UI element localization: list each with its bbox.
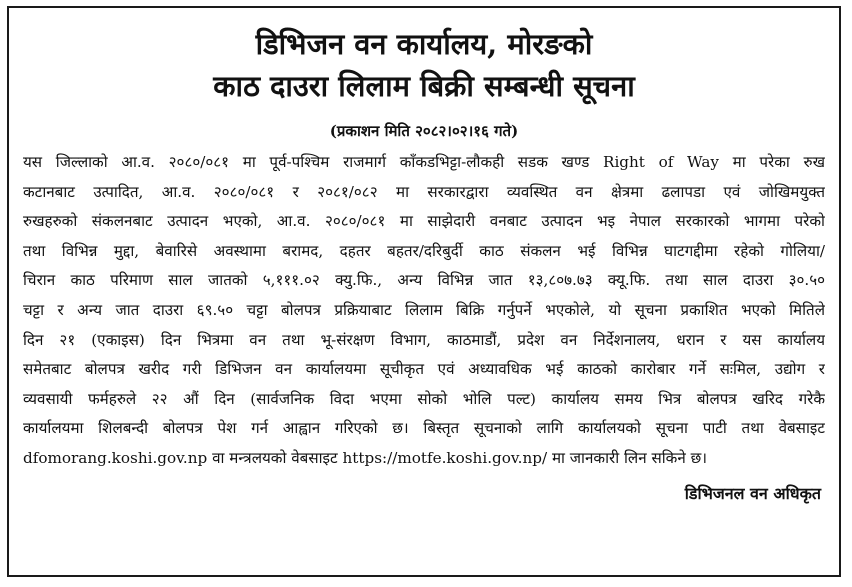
- body-line: चिरान काठ परिमाण साल जातको ५,१११.०२ क्यु.फि., अन्य विभिन्न जात १३,८०७.७३ क्यू.फि. तथा साल दाउरा ३०.५०: [23, 271, 825, 290]
- publication-date: (प्रकाशन मिति २०८२।०२।१६ गते): [329, 122, 519, 140]
- notice-title-line-2: काठ दाउरा लिलाम बिक्री सम्बन्धी सूचना: [213, 69, 635, 103]
- body-line: समेतबाट बोलपत्र खरीद गरी डिभिजन वन कार्यालयमा सूचीकृत एवं अध्यावधिक भई काठको कारोबार गर्ने सःमिल, उद्योग र: [23, 360, 825, 379]
- body-line: व्यवसायी फर्महरुले २२ औं दिन (सार्वजनिक विदा भएमा सोको भोलि पल्ट) कार्यालय समय भित्र बोलपत्र खरिद गरेकै: [23, 389, 825, 408]
- body-line: कार्यालयमा शिलबन्दी बोलपत्र पेश गर्न आह्वान गरिएको छ। बिस्तृत सूचनाको लागि कार्यालयको सूचना पाटी तथा वेबसाइट: [23, 419, 825, 438]
- body-line: कटानबाट उत्पादित, आ.व. २०८०/०८१ र २०८१/०८२ मा सरकारद्वारा व्यवस्थित वन क्षेत्रमा ढलापडा एवं जोखिमयुक्त: [23, 182, 825, 201]
- body-line: dfomorang.koshi.gov.np वा मन्त्रलयको वेबसाइट https://motfe.koshi.gov.np/ मा जानकारी लिन सकिने छ।: [23, 448, 708, 467]
- body-line: तथा विभिन्न मुद्दा, बेवारिसे अवस्थामा बरामद, दहतर बहतर/दरिबुर्दी काठ संकलन भई विभिन्न घाटगद्दीमा रहेको गोलिया/: [23, 241, 825, 260]
- body-line: यस जिल्लाको आ.व. २०८०/०८१ मा पूर्व-पश्चिम राजमार्ग काँकडभिट्टा-लौकही सडक खण्ड Right of Way मा परेका रुख: [23, 153, 825, 171]
- body-line: चट्टा र अन्य जात दाउरा ६९.५० चट्टा बोलपत्र प्रक्रियाबाट लिलाम बिक्रि गर्नुपर्ने भएकोले, यो सूचना प्रकाशित भएको मितिले: [23, 300, 825, 319]
- body-line: रुखहरुको संकलनबाट उत्पादन भएको, आ.व. २०८०/०८१ मा साझेदारी वनबाट उत्पादन भइ नेपाल सरकारको भागमा परेको: [23, 212, 825, 231]
- notice-frame: [7, 6, 841, 577]
- signature: डिभिजनल वन अधिकृत: [684, 483, 821, 503]
- notice-title-line-1: डिभिजन वन कार्यालय, मोरङको: [255, 27, 593, 61]
- notice-body: [23, 148, 825, 474]
- body-line: दिन २१ (एकाइस) दिन भित्रमा वन तथा भू-संरक्षण विभाग, काठमाडौं, प्रदेश वन निर्देशनालय, धरान र यस कार्यालय: [23, 330, 825, 349]
